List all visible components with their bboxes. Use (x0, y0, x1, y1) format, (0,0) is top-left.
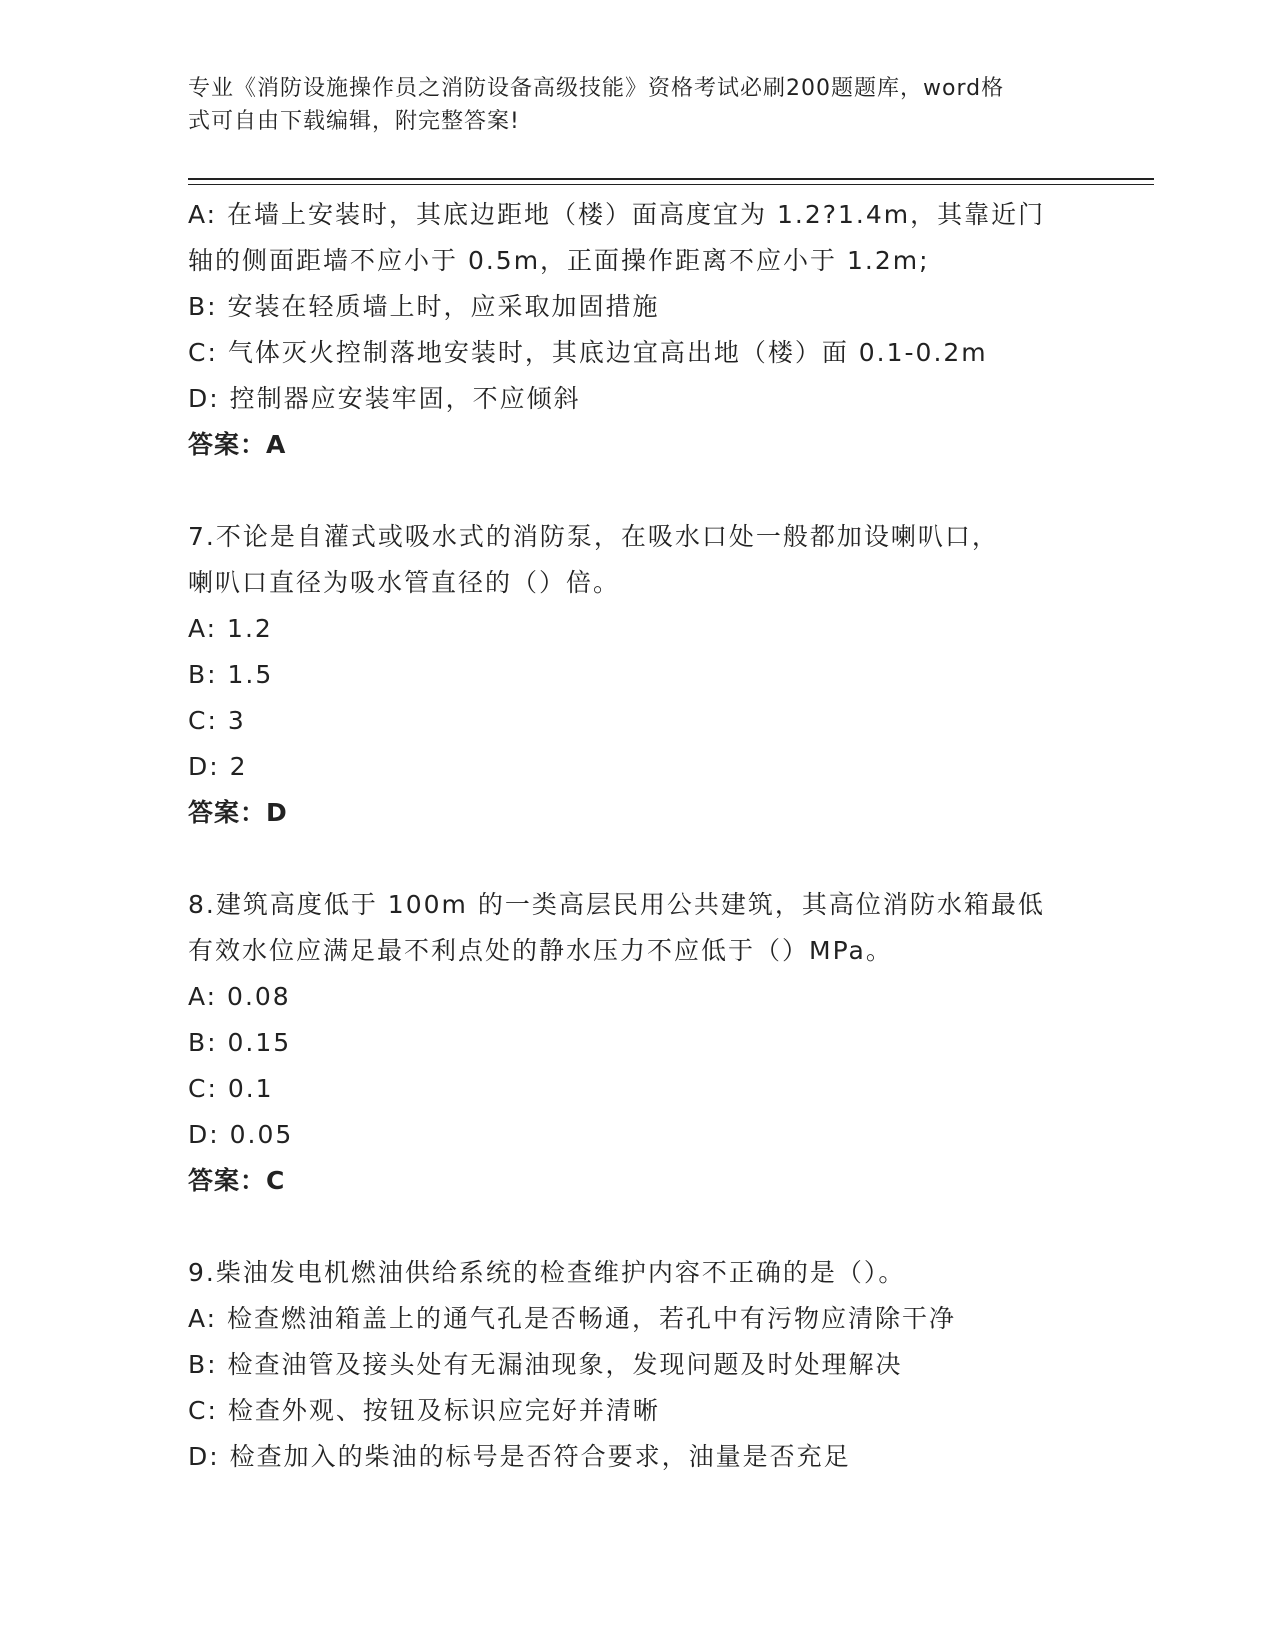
question-8 (188, 882, 1088, 1204)
header-divider-thick (188, 178, 1154, 180)
question-6 (188, 192, 1088, 468)
document-content (188, 192, 1088, 1480)
q7-option-b: B: 1.5 (188, 660, 274, 689)
document-header (188, 72, 1088, 138)
q9-option-d: D: 检查加入的柴油的标号是否符合要求，油量是否充足 (188, 1442, 851, 1471)
q6-answer: 答案：A (188, 430, 287, 459)
header-line-2: 式可自由下载编辑，附完整答案! (188, 109, 520, 134)
q7-answer: 答案：D (188, 798, 288, 827)
q8-stem-line2: 有效水位应满足最不利点处的静水压力不应低于（）MPa。 (188, 936, 893, 965)
q6-option-b: B: 安装在轻质墙上时，应采取加固措施 (188, 292, 660, 321)
q7-stem-line1: 7.不论是自灌式或吸水式的消防泵，在吸水口处一般都加设喇叭口， (188, 522, 999, 551)
q8-answer: 答案：C (188, 1166, 286, 1195)
q7-option-a: A: 1.2 (188, 614, 273, 643)
q8-option-a: A: 0.08 (188, 982, 291, 1011)
q8-stem-line1: 8.建筑高度低于 100m 的一类高层民用公共建筑，其高位消防水箱最低 (188, 890, 1045, 919)
q6-option-a-line2: 轴的侧面距墙不应小于 0.5m，正面操作距离不应小于 1.2m; (188, 246, 930, 275)
q8-option-d: D: 0.05 (188, 1120, 294, 1149)
q7-option-c: C: 3 (188, 706, 246, 735)
q8-option-b: B: 0.15 (188, 1028, 292, 1057)
header-divider-thin (188, 184, 1154, 185)
q9-option-b: B: 检查油管及接头处有无漏油现象，发现问题及时处理解决 (188, 1350, 903, 1379)
q6-option-a-line1: A: 在墙上安装时，其底边距地（楼）面高度宜为 1.2?1.4m，其靠近门 (188, 200, 1046, 229)
question-7 (188, 514, 1088, 836)
q6-option-c: C: 气体灭火控制落地安装时，其底边宜高出地（楼）面 0.1-0.2m (188, 338, 988, 367)
q9-option-c: C: 检查外观、按钮及标识应完好并清晰 (188, 1396, 660, 1425)
q9-option-a: A: 检查燃油箱盖上的通气孔是否畅通，若孔中有污物应清除干净 (188, 1304, 957, 1333)
header-line-1: 专业《消防设施操作员之消防设备高级技能》资格考试必刷200题题库，word格 (188, 76, 1005, 101)
q6-option-d: D: 控制器应安装牢固，不应倾斜 (188, 384, 581, 413)
q7-stem-line2: 喇叭口直径为吸水管直径的（）倍。 (188, 568, 621, 597)
q8-option-c: C: 0.1 (188, 1074, 274, 1103)
q7-option-d: D: 2 (188, 752, 248, 781)
q9-stem-line1: 9.柴油发电机燃油供给系统的检查维护内容不正确的是（）。 (188, 1258, 906, 1287)
question-9 (188, 1250, 1088, 1480)
